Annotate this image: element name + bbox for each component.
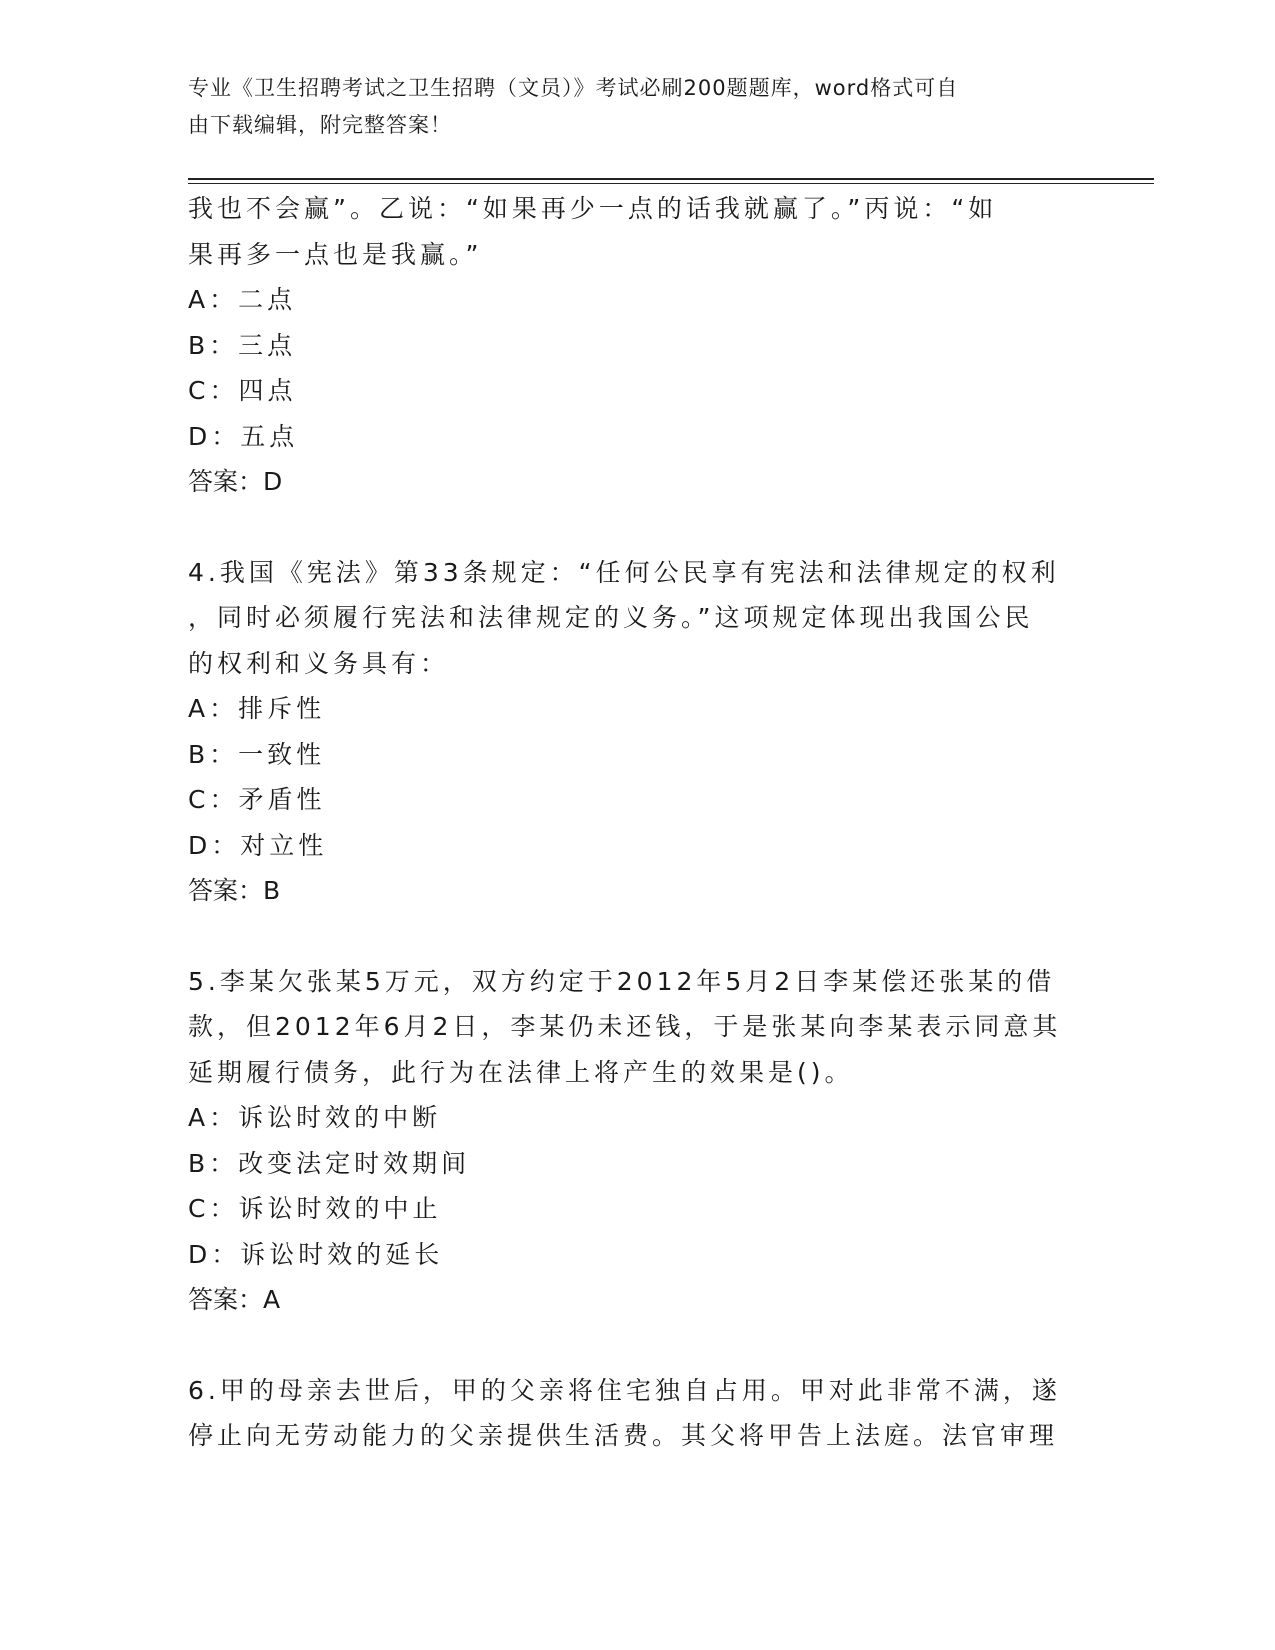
question-stem-line: 停止向无劳动能力的父亲提供生活费。其父将甲告上法庭。法官审理 xyxy=(188,1421,1059,1450)
option-c: C：四点 xyxy=(188,376,297,405)
question-stem-line: 款，但2012年6月2日，李某仍未还钱，于是张某向李某表示同意其 xyxy=(188,1012,1062,1041)
question-stem-line: 4.我国《宪法》第33条规定：“任何公民享有宪法和法律规定的权利 xyxy=(188,557,1060,587)
option-a: A：排斥性 xyxy=(188,694,326,723)
question-content xyxy=(188,186,1088,1459)
option-b: B：一致性 xyxy=(188,739,326,769)
question-6 xyxy=(188,1368,1088,1459)
answer: 答案：A xyxy=(188,1285,281,1314)
option-d: D：对立性 xyxy=(188,830,328,860)
header-rule-thin xyxy=(188,183,1154,184)
header-line-1: 专业《卫生招聘考试之卫生招聘（文员）》考试必刷200题题库，word格式可自 xyxy=(188,76,959,100)
question-4 xyxy=(188,550,1088,914)
document-header xyxy=(188,70,1068,144)
question-5 xyxy=(188,959,1088,1323)
question-stem-line: 延期履行债务，此行为在法律上将产生的效果是()。 xyxy=(188,1057,854,1087)
question-stem-line: ，同时必须履行宪法和法律规定的义务。”这项规定体现出我国公民 xyxy=(188,603,1034,632)
question-3 xyxy=(188,186,1088,505)
answer: 答案：D xyxy=(188,467,283,496)
option-c: C：矛盾性 xyxy=(188,785,326,814)
question-stem-line: 6.甲的母亲去世后，甲的父亲将住宅独自占用。甲对此非常不满，遂 xyxy=(188,1375,1061,1405)
option-a: A：诉讼时效的中断 xyxy=(188,1103,442,1132)
option-c: C：诉讼时效的中止 xyxy=(188,1194,442,1223)
question-stem-line: 5.李某欠张某5万元，双方约定于2012年5月2日李某偿还张某的借 xyxy=(188,966,1056,996)
option-b: B：改变法定时效期间 xyxy=(188,1148,471,1178)
question-stem-line: 我也不会赢”。乙说：“如果再少一点的话我就赢了。”丙说：“如 xyxy=(188,194,998,223)
option-a: A：二点 xyxy=(188,285,297,314)
option-b: B：三点 xyxy=(188,330,297,360)
option-d: D：诉讼时效的延长 xyxy=(188,1239,444,1269)
header-rule-thick xyxy=(188,178,1154,180)
question-stem-line: 的权利和义务具有： xyxy=(188,648,450,678)
option-d: D：五点 xyxy=(188,421,299,451)
question-stem-line: 果再多一点也是我赢。” xyxy=(188,239,483,269)
answer: 答案：B xyxy=(188,876,281,905)
header-line-2: 由下载编辑，附完整答案！ xyxy=(188,113,452,137)
